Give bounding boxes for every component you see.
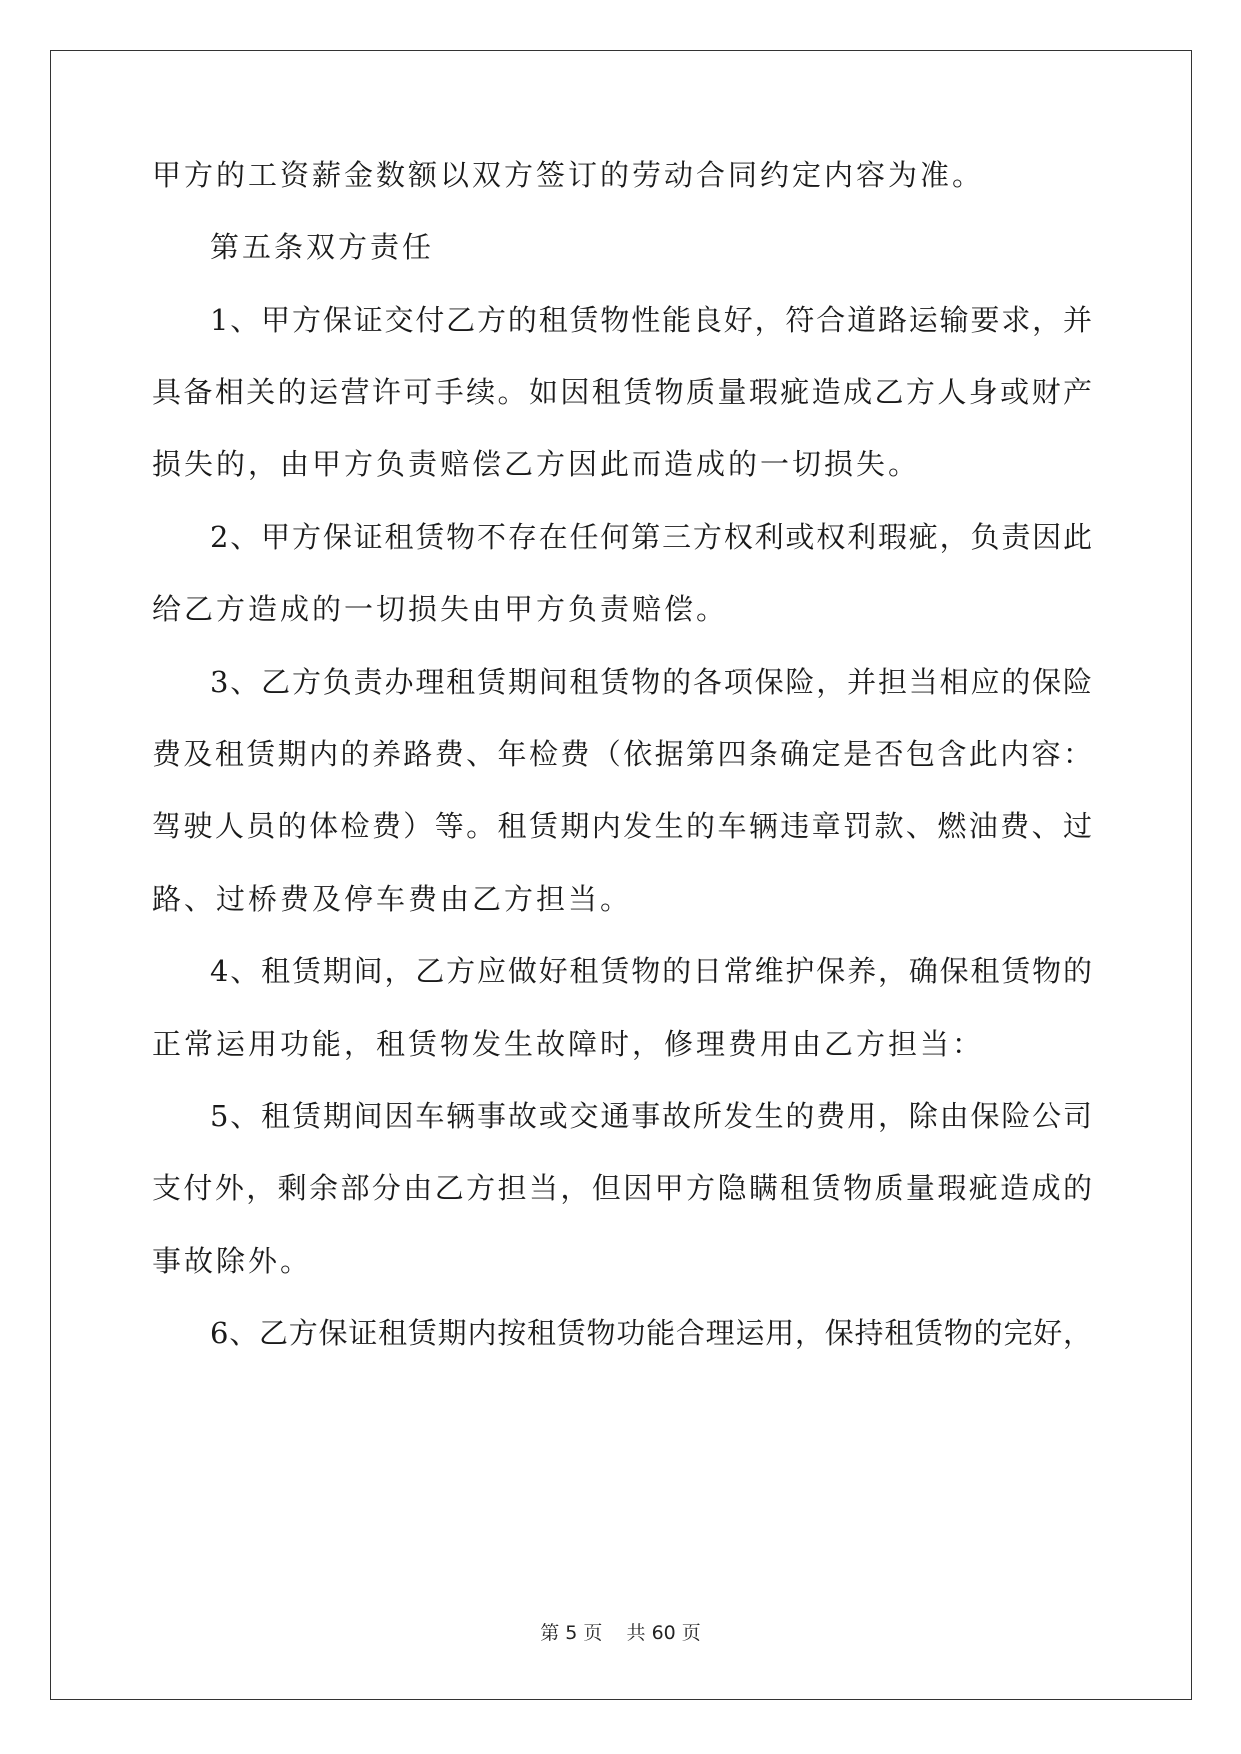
text-line: 给乙方造成的一切损失由甲方负责赔偿。 [152, 592, 729, 626]
text-line: 损失的，由甲方负责赔偿乙方因此而造成的一切损失。 [152, 447, 921, 481]
text-line: 6、乙方保证租赁期内按租赁物功能合理运用，保持租赁物的完好， [210, 1316, 1092, 1350]
text-line: 3、乙方负责办理租赁期间租赁物的各项保险，并担当相应的保险 [210, 665, 1092, 699]
text-line: 支付外，剩余部分由乙方担当，但因甲方隐瞒租赁物质量瑕疵造成的 [152, 1171, 1092, 1205]
text-line: 2、甲方保证租赁物不存在任何第三方权利或权利瑕疵，负责因此 [210, 520, 1092, 554]
text-line: 4、租赁期间，乙方应做好租赁物的日常维护保养，确保租赁物的 [210, 954, 1092, 988]
text-line: 事故除外。 [152, 1244, 313, 1278]
text-line: 费及租赁期内的养路费、年检费（依据第四条确定是否包含此内容： [152, 737, 1092, 771]
page-total: 共 60 页 [626, 1622, 701, 1644]
text-line: 具备相关的运营许可手续。如因租赁物质量瑕疵造成乙方人身或财产 [152, 375, 1092, 409]
page-number: 第 5 页 [540, 1622, 603, 1644]
text-line: 1、甲方保证交付乙方的租赁物性能良好，符合道路运输要求，并 [210, 303, 1092, 337]
page-footer [0, 1618, 1241, 1645]
section-heading: 第五条双方责任 [210, 230, 435, 264]
text-line: 正常运用功能，租赁物发生故障时，修理费用由乙方担当： [152, 1027, 985, 1061]
text-line: 路、过桥费及停车费由乙方担当。 [152, 882, 633, 916]
text-line: 5、租赁期间因车辆事故或交通事故所发生的费用，除由保险公司 [210, 1099, 1092, 1133]
page-border [50, 50, 1192, 1700]
text-line: 甲方的工资薪金数额以双方签订的劳动合同约定内容为准。 [152, 158, 985, 192]
text-line: 驾驶人员的体检费）等。租赁期内发生的车辆违章罚款、燃油费、过 [152, 809, 1092, 843]
